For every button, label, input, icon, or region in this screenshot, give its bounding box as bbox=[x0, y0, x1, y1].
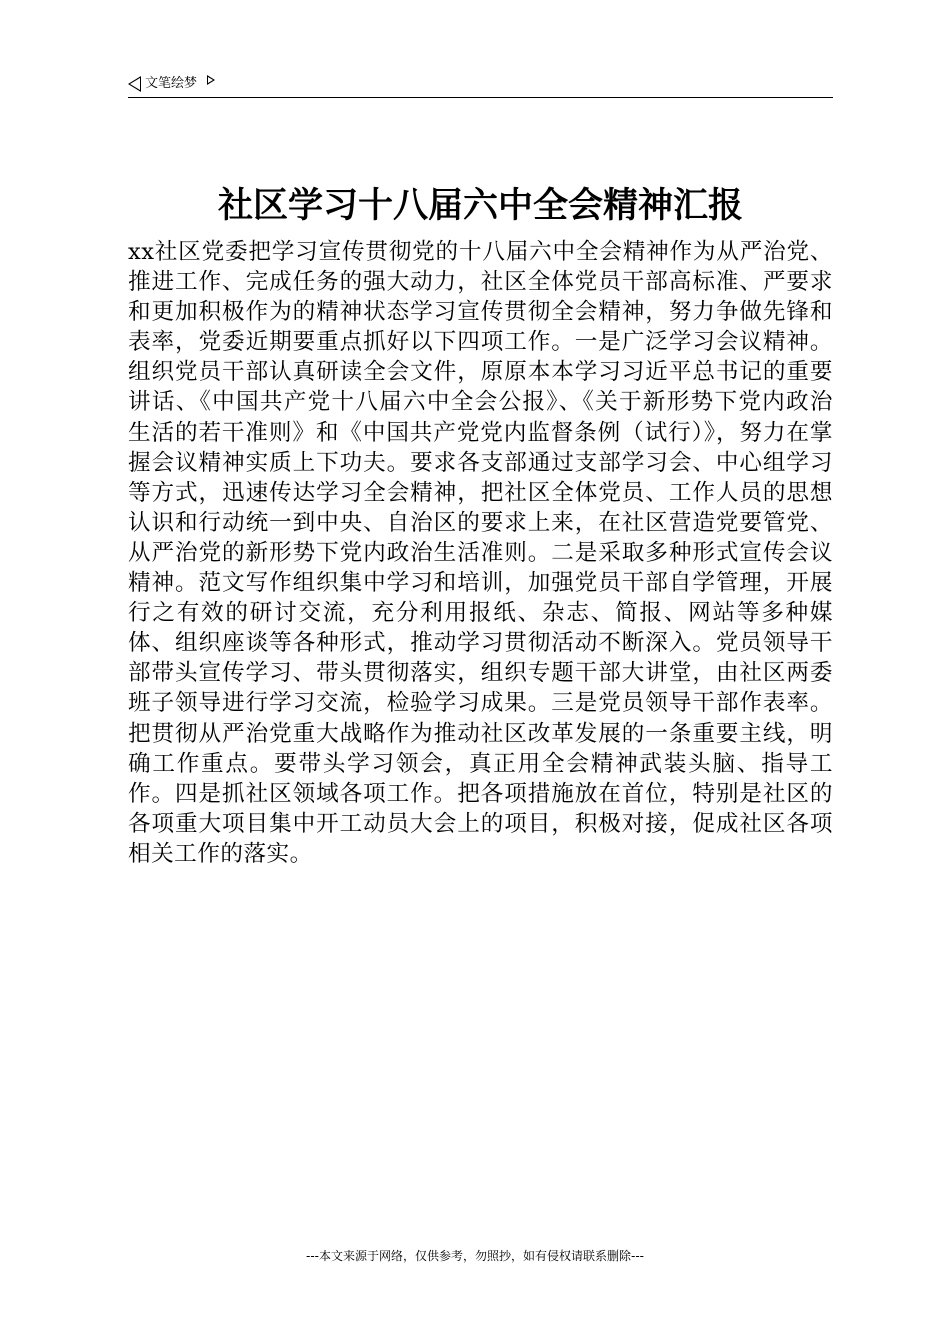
document-body: xx社区党委把学习宣传贯彻党的十八届六中全会精神作为从严治党、推进工作、完成任务的强大动力，社区全体党员干部高标准、严要求和更加积极作为的精神状态学习宣传贯彻全会精神，努力争做先锋和表率，党委近期要重点抓好以下四项工作。一是广泛学习会议精神。组织党员干部认真研读全会文件，原原本本学习习近平总书记的重要讲话、《中国共产党十八届六中全会公报》、《关于新形势下党内政治生活的若干准则》和《中国共产党党内监督条例（试行）》，努力在掌握会议精神实质上下功夫。要求各支部通过支部学习会、中心组学习等方式，迅速传达学习全会精神，把社区全体党员、工作人员的思想认识和行动统一到中央、自治区的要求上来，在社区营造党要管党、从严治党的新形势下党内政治生活准则。二是采取多种形式宣传会议精神。范文写作组织集中学习和培训，加强党员干部自学管理，开展行之有效的研讨交流，充分利用报纸、杂志、简报、网站等多种媒体、组织座谈等各种形式，推动学习贯彻活动不断深入。党员领导干部带头宣传学习、带头贯彻落实，组织专题干部大讲堂，由社区两委班子领导进行学习交流，检验学习成果。三是党员领导干部作表率。把贯彻从严治党重大战略作为推动社区改革发展的一条重要主线，明确工作重点。要带头学习领会，真正用全会精神武装头脑、指导工作。四是抓社区领域各项工作。把各项措施放在首位，特别是社区的各项重大项目集中开工动员大会上的项目，积极对接，促成社区各项相关工作的落实。 bbox=[128, 239, 833, 867]
header-brand-text: 文笔绘梦 bbox=[145, 76, 198, 91]
page-header bbox=[128, 72, 833, 98]
page-footer: ---本文来源于网络，仅供参考，勿照抄，如有侵权请联系删除--- bbox=[306, 1249, 644, 1263]
document-title: 社区学习十八届六中全会精神汇报 bbox=[217, 185, 743, 226]
triangle-left-icon bbox=[128, 76, 141, 92]
triangle-right-icon bbox=[207, 75, 215, 85]
header-brand-group bbox=[128, 76, 215, 92]
